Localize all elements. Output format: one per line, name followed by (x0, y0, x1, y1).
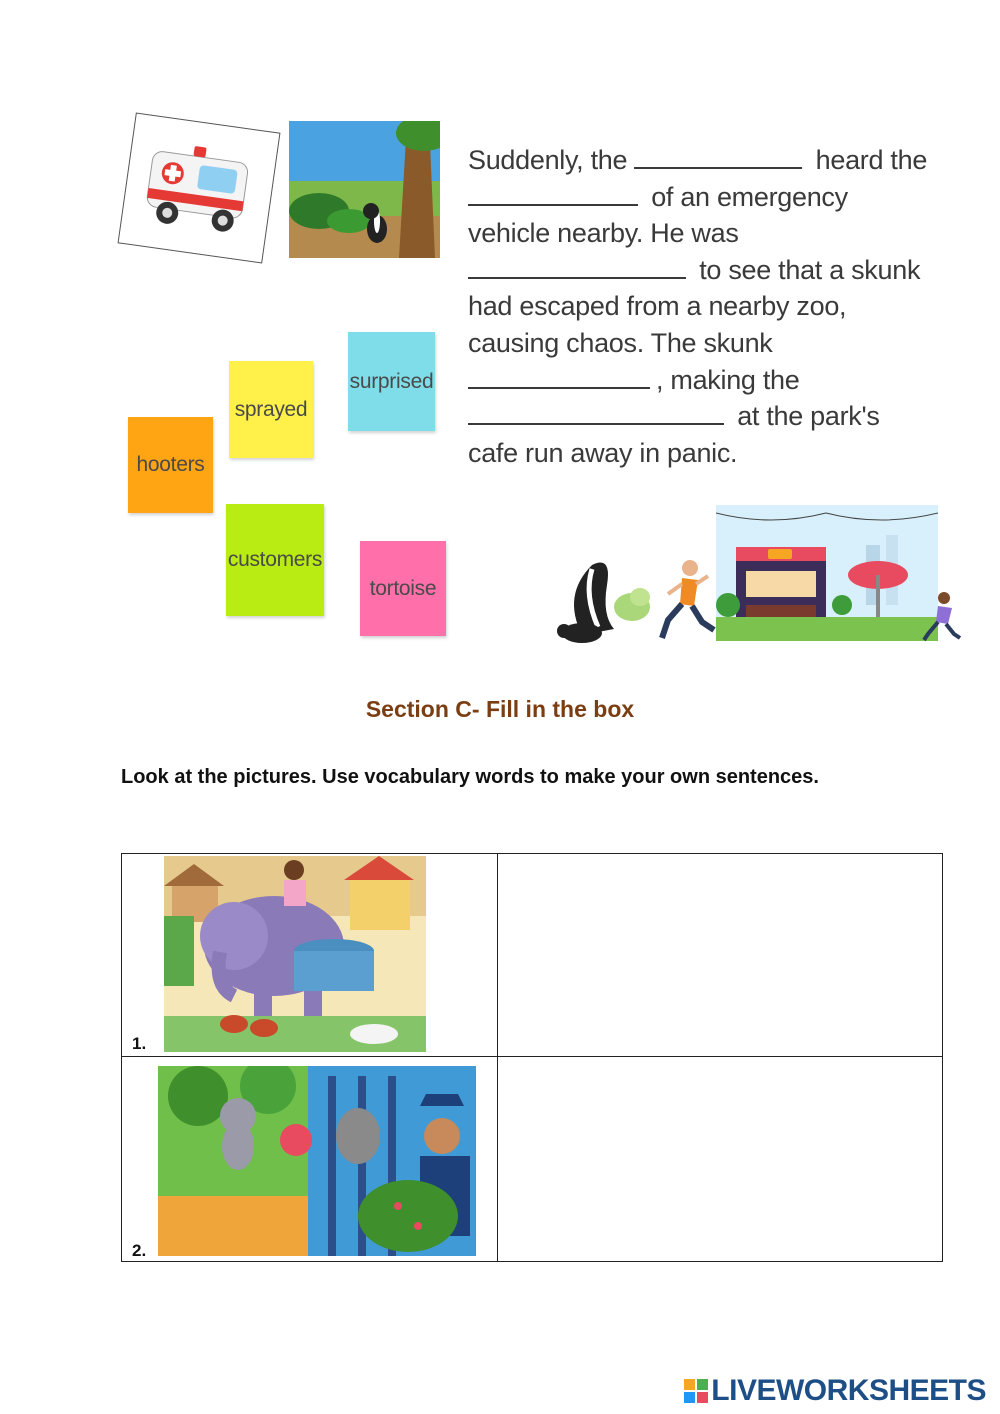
word-card-tortoise[interactable]: tortoise (360, 541, 446, 636)
passage-line: , making the (468, 362, 938, 399)
row-number: 2. (132, 1241, 147, 1260)
answer-blank[interactable] (468, 180, 638, 206)
passage-line: had escaped from a nearby zoo, (468, 291, 847, 322)
answer-box-2[interactable] (502, 1062, 938, 1256)
passage-line: to see that a skunk (468, 252, 938, 289)
elephant-village-picture (164, 856, 426, 1052)
word-card-surprised[interactable]: surprised (348, 332, 435, 431)
monkey-zoo-keeper-picture (158, 1066, 476, 1256)
running-man-picture (658, 558, 716, 642)
passage-line: Suddenly, the heard the (468, 145, 928, 175)
row-divider (122, 1056, 942, 1057)
park-cafe-picture (716, 505, 938, 641)
word-card-customers[interactable]: customers (226, 504, 324, 616)
answer-blank[interactable] (634, 143, 802, 169)
skunk-forest-picture (289, 121, 440, 258)
passage-line: of an emergency (468, 179, 938, 216)
running-girl-picture (922, 590, 962, 642)
answer-blank[interactable] (468, 399, 724, 425)
answer-blank[interactable] (468, 253, 686, 279)
ambulance-picture (118, 112, 281, 263)
skunk-spray-picture (552, 555, 650, 645)
column-divider (497, 854, 498, 1261)
liveworksheets-brand[interactable] (683, 1374, 986, 1408)
passage-line: cafe run away in panic. (468, 437, 738, 468)
brand-name: LIVEWORKSHEETS (711, 1374, 986, 1407)
answer-box-1[interactable] (502, 858, 938, 1052)
passage-line: causing chaos. The skunk (468, 327, 773, 358)
sentence-table (121, 853, 943, 1262)
section-title: Section C- Fill in the box (365, 696, 635, 722)
passage-line: at the park's (468, 398, 938, 435)
answer-blank[interactable] (468, 363, 650, 389)
passage-line: vehicle nearby. He was (468, 218, 739, 249)
instruction-text: Look at the pictures. Use vocabulary words to make your own sentences. (121, 766, 819, 788)
word-card-sprayed[interactable]: sprayed (229, 361, 313, 458)
fill-in-passage (468, 142, 938, 471)
word-card-hooters[interactable]: hooters (128, 417, 213, 513)
row-number: 1. (132, 1034, 147, 1053)
liveworksheets-logo-icon (683, 1378, 709, 1404)
